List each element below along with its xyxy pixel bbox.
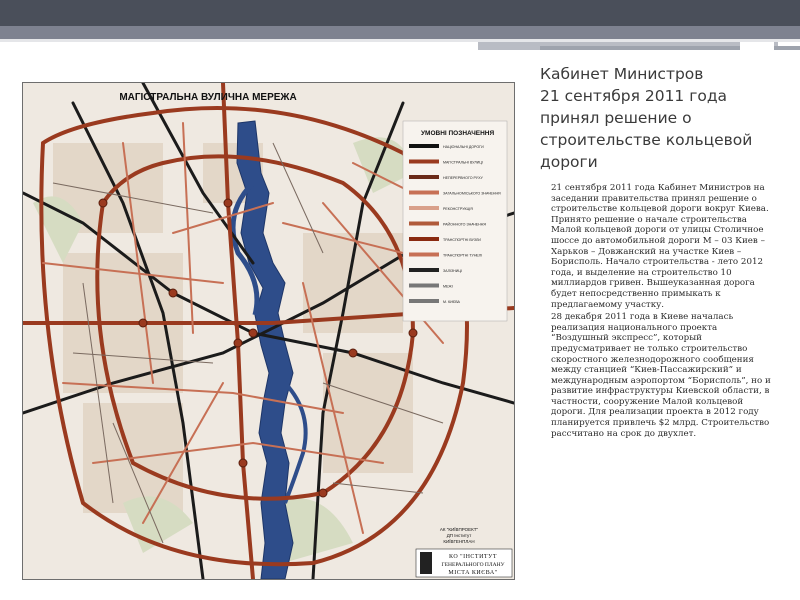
institute-line: КО "ІНСТИТУТ	[448, 554, 498, 560]
legend-label: ТРАНСПОРТНІ ВУЗЛИ	[443, 238, 481, 242]
stamp-line: КИЇВГЕНПЛАН	[443, 539, 475, 544]
legend-swatch	[409, 268, 439, 272]
legend-swatch	[409, 144, 439, 148]
legend-swatch	[409, 253, 439, 257]
legend-label: МАГІСТРАЛЬНІ ВУЛИЦІ	[443, 160, 483, 165]
legend-label: НАЦІОНАЛЬНІ ДОРОГИ	[443, 145, 484, 149]
legend-label: ЗАГАЛЬНОМІСЬКОГО ЗНАЧЕННЯ	[443, 191, 501, 196]
institute-logo	[420, 552, 432, 574]
slide-header-bar	[0, 0, 800, 26]
legend-label: ЗАЛІЗНИЦІ	[443, 269, 463, 273]
title-line: Кабинет Министров	[540, 65, 704, 83]
institute-line: МІСТА КИЄВА"	[448, 570, 498, 576]
title-line: принял решение о	[540, 109, 692, 127]
map-canvas	[23, 83, 514, 579]
legend-swatch	[409, 191, 439, 195]
legend-label: МЕЖІ	[443, 284, 453, 289]
slide-header-band	[0, 26, 800, 39]
body-paragraph: 21 сентября 2011 года Кабинет Министров на заседании правительства принял решение о строительстве кольцевой дороги вокруг Киева. Принято решение о начале строительства Малой кольцевой дороги от улицы Столичное шоссе до автомобильной дороги М – 03 Киев – Харьков – Довжанский на участке Киев – Борисполь. Начало строительства - лето 2012 года, и выделение на строительство 10 миллиардов гривен. Вышеуказанная дорога будет непосредственно примыкать к предлагаемому участку.	[551, 183, 769, 310]
river-branch	[285, 383, 306, 503]
legend-label: ТРАНСПОРТНІ ТУНЕЛІ	[443, 253, 483, 258]
legend-label: РАЙОННОГО ЗНАЧЕННЯ	[443, 222, 486, 227]
institute-block	[416, 549, 512, 577]
body-paragraph: 28 декабря 2011 года в Киеве началась реализация национального проекта “Воздушный экспресс”, который предусматривает не только строительство скоростного железнодорожного сообщения между станцией “Киев-Пассажирский” и международным аэропортом “Борисполь”, но и развитие инфраструктуры Киевской области, в частности, сооружение Малой кольцевой дороги. Для реализации проекта в 2012 году планируется привлечь $2 млрд. Строительство рассчитано на срок до двухлет.	[551, 312, 771, 439]
slide-title	[540, 63, 785, 173]
legend-swatch	[409, 284, 439, 288]
stamp-line: ДП Інститут	[446, 533, 472, 538]
legend-swatch	[409, 299, 439, 303]
map-legend	[403, 121, 507, 321]
legend-label: НЕПЕРЕРВНОГО РУХУ	[443, 176, 483, 180]
legend-swatch	[409, 206, 439, 210]
map-stamp	[440, 526, 479, 544]
title-line: дороги	[540, 153, 598, 171]
legend-title: УМОВНІ ПОЗНАЧЕННЯ	[421, 130, 495, 137]
institute-line: ГЕНЕРАЛЬНОГО ПЛАНУ	[441, 562, 505, 568]
legend-swatch	[409, 175, 439, 179]
header-decoration	[740, 42, 774, 50]
legend-label: РЕКОНСТРУКЦІЯ	[443, 207, 473, 211]
legend-swatch	[409, 237, 439, 241]
slide-body-text	[551, 183, 773, 441]
title-line: строительстве кольцевой	[540, 131, 753, 149]
legend-swatch	[409, 222, 439, 226]
legend-swatch	[409, 160, 439, 164]
road-network-map	[22, 82, 515, 580]
map-title: МАГІСТРАЛЬНА ВУЛИЧНА МЕРЕЖА	[119, 92, 297, 103]
stamp-line: АК "КИЇВПРОЕКТ"	[439, 527, 479, 532]
legend-label: М. КИЄВА	[443, 300, 460, 304]
title-line: 21 сентября 2011 года	[540, 87, 728, 105]
